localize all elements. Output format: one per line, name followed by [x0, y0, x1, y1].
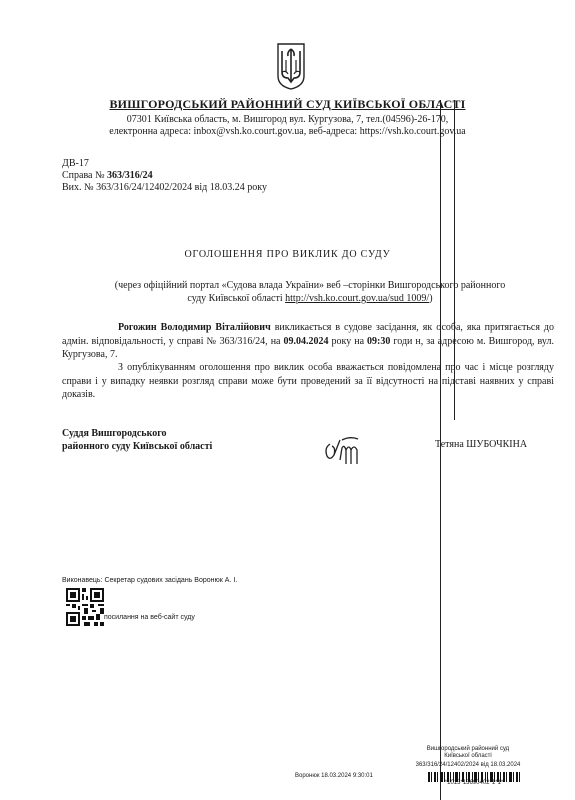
notice-subtitle-1: (через офіційний портал «Судова влада України» веб –сторінки Вишгородського районного — [114, 280, 506, 291]
person-name: Рогожин Володимир Віталійович — [118, 322, 271, 333]
stamp-line-1: Вишгородський районний суд — [426, 746, 510, 752]
case-line — [62, 170, 153, 181]
judge-title-1: Суддя Вишгородського — [62, 428, 167, 439]
coat-of-arms-icon — [276, 42, 306, 90]
qr-code-icon[interactable] — [66, 588, 104, 626]
case-number: 363/316/24 — [107, 170, 153, 181]
barcode-icon — [428, 769, 520, 779]
court-address: 07301 Київська область, м. Вишгород вул. Кургузова, 7, тел.(04596)-26-170, — [126, 114, 449, 125]
subtitle-prefix: суду Київської області — [187, 293, 286, 304]
stamp-line-2: Київської області — [444, 753, 492, 759]
court-contacts: електронна адреса: inbox@vsh.ko.court.gov.ua, веб-адреса: https://vsh.ko.court.gov.ua — [109, 126, 466, 137]
hearing-time: 09:30 — [367, 335, 391, 347]
handwritten-signature — [320, 430, 370, 472]
court-name: ВИШГОРОДСЬКИЙ РАЙОННИЙ СУД КИЇВСЬКОЇ ОБЛАСТІ — [109, 97, 466, 111]
stamp-line-3: 363/316/24/12402/2024 від 18.03.2024 — [415, 762, 521, 768]
paragraph-text-c: годи н, за адресою м. Вишгород, вул. Кургузова, 7. — [62, 335, 554, 360]
paragraph-text-b: року на — [328, 335, 368, 347]
scan-line — [440, 100, 441, 800]
notice-subtitle-2 — [80, 292, 540, 305]
notice-title: ОГОЛОШЕННЯ ПРО ВИКЛИК ДО СУДУ — [184, 249, 391, 260]
stamp-left: Воронюк 18.03.2024 9:30:01 — [295, 773, 373, 779]
stamp-code: *1013*13690402*1*1* — [444, 780, 504, 786]
outgoing-number: Вих. № 363/316/24/12402/2024 від 18.03.24 року — [62, 182, 267, 193]
judge-name: Тетяна ШУБОЧКІНА — [435, 439, 528, 450]
summons-paragraph — [62, 321, 554, 362]
judge-title-2: районного суду Київської області — [62, 441, 213, 452]
hearing-date: 09.04.2024 — [283, 335, 329, 347]
notice-paragraph: З опублікуванням оголошення про виклик особа вважається повідомлена про час і місце розгляду справи і у випадку неявки розгляд справи може бути проведений за її відсутності на підставі наявних у справі доказів. — [62, 362, 554, 400]
form-code: ДВ-17 — [62, 158, 89, 169]
executor-line: Виконавець: Секретар судових засідань Воронюк А. І. — [62, 577, 238, 584]
court-website-link[interactable]: http://vsh.ko.court.gov.ua/sud 1009/ — [285, 293, 430, 304]
paragraph-text-a: викликається в судове засідання, як особа, яка притягається до адмін. відповідальності, у справі № 363/316/24, на — [62, 322, 554, 347]
case-prefix: Справа № — [62, 170, 108, 181]
subtitle-suffix: ) — [429, 293, 433, 304]
qr-caption: посилання на веб-сайт суду — [104, 614, 195, 621]
